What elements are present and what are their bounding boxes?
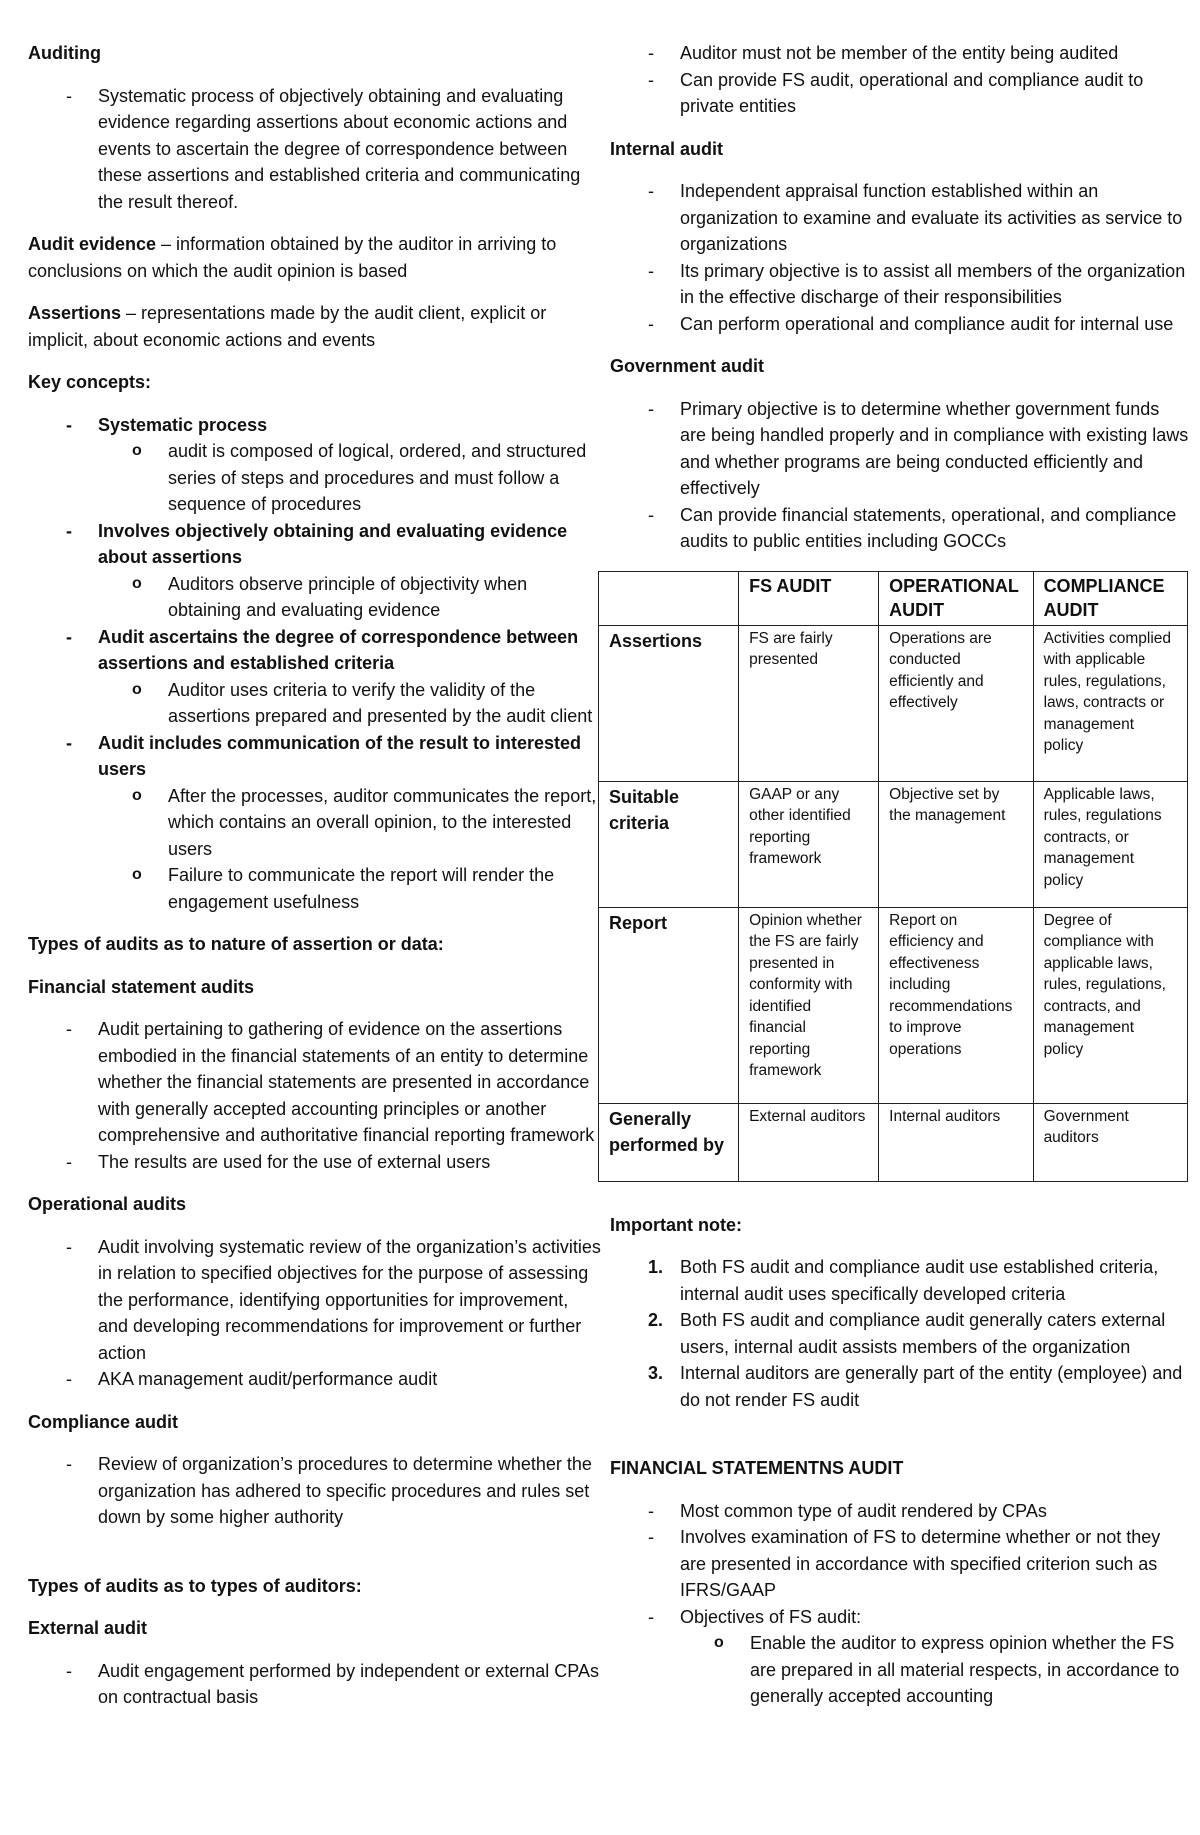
term: Audit evidence [28, 234, 157, 254]
list-item: - Primary objective is to determine whether government funds are being handled properly and in compliance with existing laws and whether programs are being conducted efficiently and effectively [610, 396, 1190, 502]
list-item: - Auditor must not be member of the entity being audited [610, 40, 1190, 67]
table-cell: Applicable laws, rules, regulations contracts, or management policy [1033, 781, 1187, 907]
table-row [599, 1103, 1188, 1181]
fs-audits-list [28, 1016, 603, 1175]
compliance-audit-heading: Compliance audit [28, 1411, 179, 1432]
table-row [599, 625, 1188, 781]
list-item [610, 1604, 1190, 1710]
table-row [599, 781, 1188, 907]
fs-audit-section-heading: FINANCIAL STATEMENTNS AUDIT [610, 1458, 904, 1478]
sub-list [98, 783, 603, 916]
table-cell: Report on efficiency and effectiveness including recommendations to improve operations [879, 907, 1033, 1103]
table-cell: Internal auditors [879, 1103, 1033, 1181]
sub-list [98, 677, 603, 730]
concept-title: Systematic process [98, 414, 268, 435]
list-item [28, 730, 603, 916]
list-item: - Most common type of audit rendered by CPAs [610, 1498, 1190, 1525]
external-audit-list-continued [610, 40, 1190, 120]
table-header-row [599, 571, 1188, 625]
list-item [28, 518, 603, 624]
left-column [28, 40, 603, 1727]
important-notes-list [610, 1254, 1190, 1413]
list-item: - AKA management audit/performance audit [28, 1366, 603, 1393]
key-concepts-list [28, 412, 603, 916]
list-item: - Its primary objective is to assist all members of the organization in the effective discharge of their responsibilities [610, 258, 1190, 311]
table-cell: Operations are conducted efficiently and effectively [879, 625, 1033, 781]
sub-list-item: o After the processes, auditor communicates the report, which contains an overall opinion, to the interested users [98, 783, 603, 863]
operational-audits-heading: Operational audits [28, 1194, 187, 1214]
spacer [28, 1547, 603, 1573]
sub-list-item: o Failure to communicate the report will render the engagement usefulness [98, 862, 603, 915]
note-text: Internal auditors are generally part of the entity (employee) and do not render FS audit [680, 1363, 1183, 1410]
note-number: 3. [648, 1363, 664, 1383]
list-item: - Systematic process of objectively obtaining and evaluating evidence regarding assertions about economic actions and events to ascertain the degree of correspondence between these assertions and established criteria and communicating the result thereof. [28, 83, 603, 216]
table-cell: Government auditors [1033, 1103, 1187, 1181]
assertions-definition [28, 300, 603, 353]
list-item: - Can perform operational and compliance audit for internal use [610, 311, 1190, 338]
list-item: - Audit involving systematic review of the organization’s activities in relation to specified objectives for the purpose of assessing the performance, identifying opportunities for improvement, and developing recommendations for improvement or further action [28, 1234, 603, 1367]
list-item-text: Objectives of FS audit: [680, 1606, 862, 1627]
note-number: 1. [648, 1257, 664, 1277]
term: Assertions [28, 303, 122, 323]
external-audit-list [28, 1658, 603, 1711]
sub-list-item: o Auditors observe principle of objectivity when obtaining and evaluating evidence [98, 571, 603, 624]
sub-list [98, 571, 603, 624]
row-label: Generally performed by [599, 1103, 739, 1181]
note-item [610, 1360, 1190, 1413]
list-item: - Can provide financial statements, operational, and compliance audits to public entities including GOCCs [610, 502, 1190, 555]
table-header-cell: FS AUDIT [739, 571, 879, 625]
table-cell: Degree of compliance with applicable laws, rules, regulations, contracts, and management policy [1033, 907, 1187, 1103]
fs-audits-heading: Financial statement audits [28, 976, 255, 997]
spacer [610, 1429, 1190, 1455]
table-header-cell: COMPLIANCE AUDIT [1033, 571, 1187, 625]
sub-list-item: o audit is composed of logical, ordered, and structured series of steps and procedures and must follow a sequence of procedures [98, 438, 603, 518]
sub-list [98, 438, 603, 518]
fs-audit-section-list [610, 1498, 1190, 1710]
note-item [610, 1254, 1190, 1307]
row-label: Suitable criteria [599, 781, 739, 907]
definition: – representations made by the audit client, explicit or implicit, about economic actions and events [28, 303, 547, 350]
internal-audit-heading: Internal audit [610, 138, 724, 159]
row-label: Report [599, 907, 739, 1103]
internal-audit-list [610, 178, 1190, 337]
auditing-heading: Auditing [28, 43, 101, 63]
sub-list [680, 1630, 1190, 1710]
list-item: - Review of organization’s procedures to determine whether the organization has adhered to specific procedures and rules set down by some higher authority [28, 1451, 603, 1531]
table-cell: Opinion whether the FS are fairly presented in conformity with identified financial reporting framework [739, 907, 879, 1103]
concept-title: Audit includes communication of the result to interested users [98, 732, 582, 779]
definition: – information obtained by the auditor in arriving to conclusions on which the audit opinion is based [28, 234, 557, 281]
table-cell: External auditors [739, 1103, 879, 1181]
key-concepts-heading: Key concepts: [28, 372, 152, 392]
concept-title: Involves objectively obtaining and evaluating evidence about assertions [98, 520, 568, 567]
list-item [28, 624, 603, 730]
table-header-cell [599, 571, 739, 625]
table-header-cell: OPERATIONAL AUDIT [879, 571, 1033, 625]
row-label: Assertions [599, 625, 739, 781]
table-cell: GAAP or any other identified reporting framework [739, 781, 879, 907]
concept-title: Audit ascertains the degree of correspondence between assertions and established criteria [98, 626, 579, 673]
table-cell: Objective set by the management [879, 781, 1033, 907]
list-item: - Involves examination of FS to determine whether or not they are presented in accordance with specified criterion such as IFRS/GAAP [610, 1524, 1190, 1604]
government-audit-heading: Government audit [610, 356, 765, 376]
auditing-list [28, 83, 603, 216]
types-auditors-heading: Types of audits as to types of auditors: [28, 1575, 362, 1596]
table-cell: Activities complied with applicable rules, regulations, laws, contracts or management policy [1033, 625, 1187, 781]
note-item [610, 1307, 1190, 1360]
sub-list-item: o Auditor uses criteria to verify the validity of the assertions prepared and presented by the audit client [98, 677, 603, 730]
compliance-audit-list [28, 1451, 603, 1531]
note-text: Both FS audit and compliance audit use established criteria, internal audit uses specifically developed criteria [680, 1257, 1159, 1304]
table-cell: FS are fairly presented [739, 625, 879, 781]
table-row [599, 907, 1188, 1103]
list-item: - Can provide FS audit, operational and compliance audit to private entities [610, 67, 1190, 120]
list-item: - The results are used for the use of external users [28, 1149, 603, 1176]
list-item: - Independent appraisal function established within an organization to examine and evaluate its activities as service to organizations [610, 178, 1190, 258]
operational-audits-list [28, 1234, 603, 1393]
external-audit-heading: External audit [28, 1618, 148, 1638]
note-number: 2. [648, 1310, 664, 1330]
right-column [610, 40, 1190, 1726]
sub-list-item: o Enable the auditor to express opinion whether the FS are prepared in all material respects, in accordance to generally accepted accounting [680, 1630, 1190, 1710]
note-text: Both FS audit and compliance audit generally caters external users, internal audit assists members of the organization [680, 1310, 1166, 1357]
types-nature-heading: Types of audits as to nature of assertion or data: [28, 934, 444, 954]
audit-evidence-definition [28, 231, 603, 284]
government-audit-list [610, 396, 1190, 555]
important-note-heading: Important note: [610, 1214, 742, 1235]
list-item [28, 412, 603, 518]
list-item: - Audit engagement performed by independent or external CPAs on contractual basis [28, 1658, 603, 1711]
list-item: - Audit pertaining to gathering of evidence on the assertions embodied in the financial statements of an entity to determine whether the financial statements are presented in accordance with generally accepted accounting principles or another comprehensive and authoritative financial reporting framework [28, 1016, 603, 1149]
audit-comparison-table [598, 571, 1188, 1182]
